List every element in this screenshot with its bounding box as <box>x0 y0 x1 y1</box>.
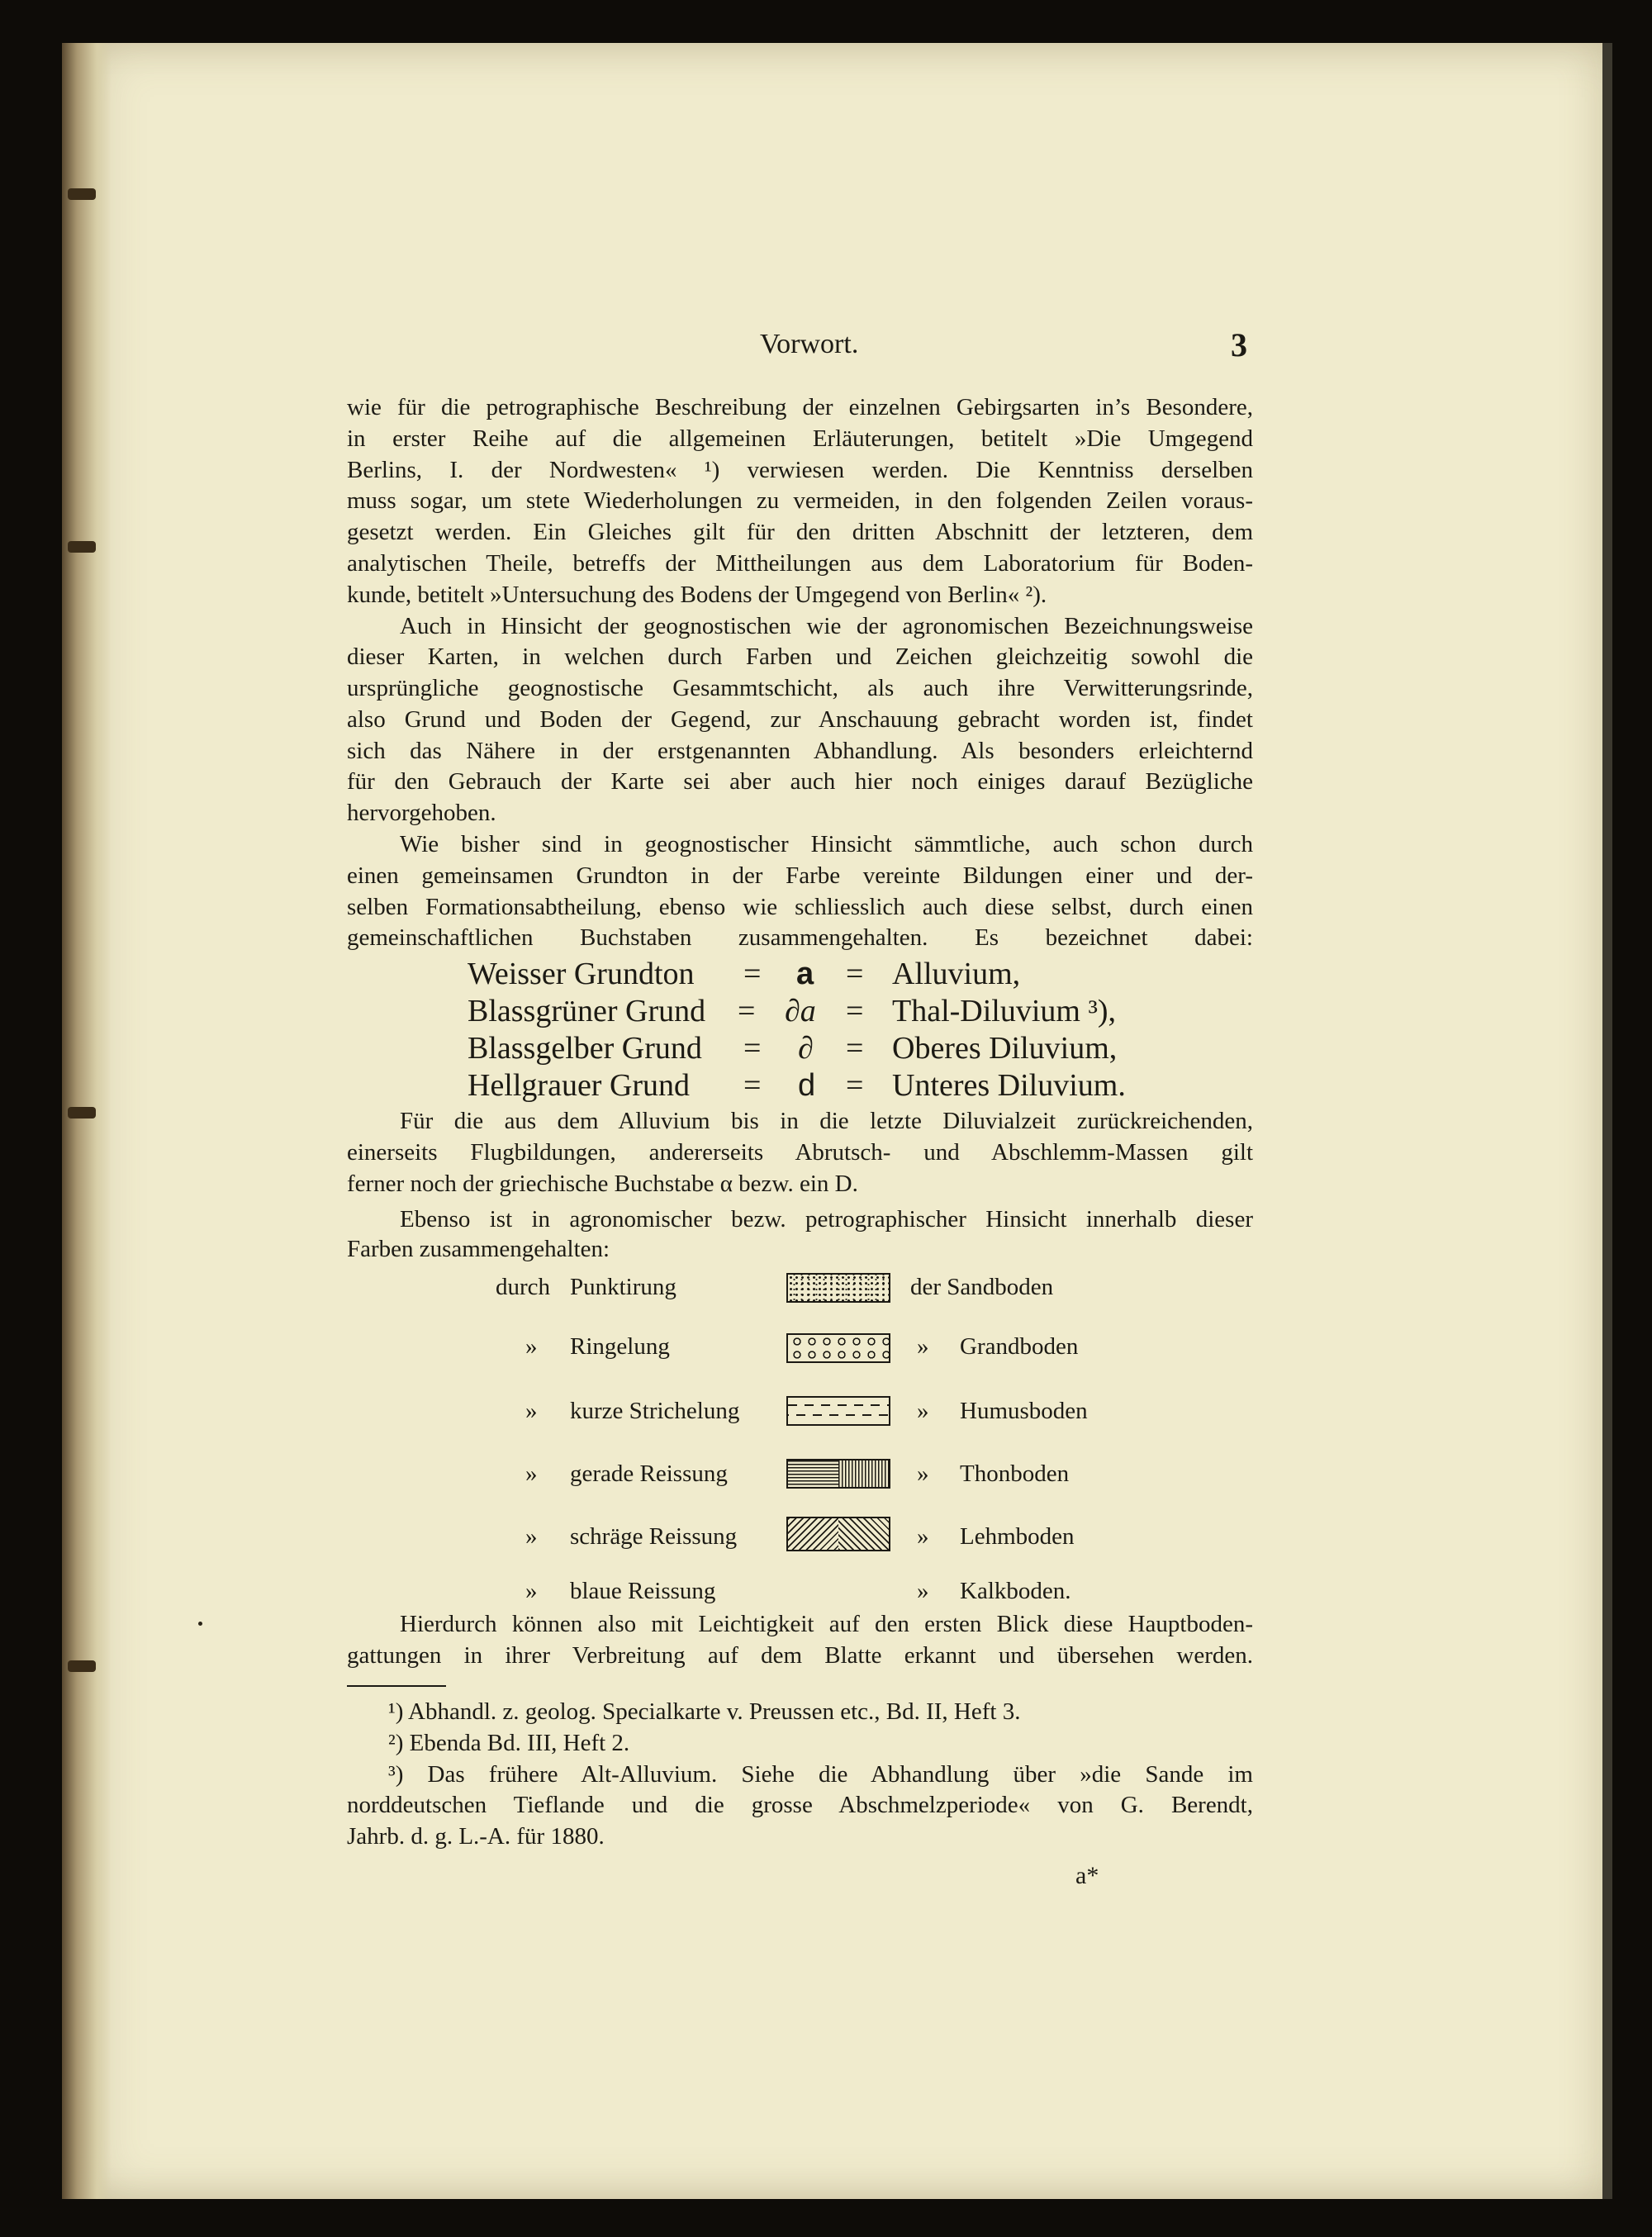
legend-method: gerade Reissung <box>570 1460 728 1487</box>
legend-method: Ringelung <box>570 1333 670 1360</box>
text-line: Ebenso ist in agronomischer bezw. petrographischer Hinsicht innerhalb dieser <box>400 1206 1253 1232</box>
equals-sign: = <box>743 1031 762 1066</box>
footnote: ²) Ebenda Bd. III, Heft 2. <box>388 1730 630 1756</box>
legend-ditto: » <box>917 1578 929 1604</box>
legend-prefix: » <box>525 1398 538 1424</box>
equation-left: Blassgelber Grund <box>468 1031 702 1066</box>
text-line: in erster Reihe auf die allgemeinen Erläuterungen, betitelt »Die Umgegend <box>347 425 1253 452</box>
margin-dot <box>198 1622 202 1626</box>
legend-method: Punktirung <box>570 1274 676 1300</box>
text-line: gesetzt werden. Ein Gleiches gilt für den dritten Abschnitt der letzteren, dem <box>347 519 1253 545</box>
text-line: Auch in Hinsicht der geognostischen wie der agronomischen Bezeichnungsweise <box>400 613 1253 639</box>
legend-prefix: » <box>525 1333 538 1360</box>
equals-sign: = <box>846 994 864 1028</box>
legend-prefix: » <box>525 1578 538 1604</box>
equation-left: Blassgrüner Grund <box>468 994 706 1028</box>
text-line: hervorgehoben. <box>347 800 496 826</box>
legend-method: kurze Strichelung <box>570 1398 740 1424</box>
text-line: kunde, betitelt »Untersuchung des Bodens der Umgegend von Berlin« ²). <box>347 582 1047 608</box>
legend-ditto: » <box>917 1523 929 1550</box>
legend-prefix: durch <box>496 1274 551 1300</box>
equation-symbol: ∂ <box>798 1031 814 1066</box>
equation-right: Thal-Diluvium ³), <box>892 994 1117 1028</box>
text-line: dieser Karten, in welchen durch Farben und Zeichen gleichzeitig sowohl die <box>347 644 1253 670</box>
signature-mark: a* <box>1075 1862 1099 1889</box>
text-line: Für die aus dem Alluvium bis in die letzte Diluvialzeit zurückreichenden, <box>400 1108 1253 1134</box>
gravel-pattern-swatch <box>786 1333 890 1363</box>
text-line: gemeinschaftlichen Buchstaben zusammengehalten. Es bezeichnet dabei: <box>347 924 1253 951</box>
equation-right: Unteres Diluvium. <box>892 1068 1126 1103</box>
legend-method: schräge Reissung <box>570 1523 738 1550</box>
equation-symbol: a <box>796 957 814 991</box>
equals-sign: = <box>738 994 756 1028</box>
text-line: ferner noch der griechische Buchstabe α bezw. ein D. <box>347 1171 858 1197</box>
text-line: sich das Nähere in der erstgenannten Abhandlung. Als besonders erleichternd <box>347 738 1253 764</box>
clay-pattern-swatch <box>786 1459 890 1489</box>
legend-ditto: » <box>917 1460 929 1487</box>
equals-sign: = <box>846 957 864 991</box>
text-line: Hierdurch können also mit Leichtigkeit auf den ersten Blick diese Hauptboden- <box>400 1611 1253 1637</box>
footnote: ³) Das frühere Alt-Alluvium. Siehe die Abhandlung über »die Sande im <box>388 1761 1253 1788</box>
legend-ditto: » <box>917 1333 929 1360</box>
text-line: für den Gebrauch der Karte sei aber auch hier noch einiges darauf Bezügliche <box>347 768 1253 795</box>
text-line: selben Formationsabtheilung, ebenso wie schliesslich auch diese selbst, durch einen <box>347 894 1253 920</box>
text-line: Wie bisher sind in geognostischer Hinsicht sämmtliche, auch schon durch <box>400 831 1253 857</box>
text-line: Farben zusammengehalten: <box>347 1236 610 1262</box>
book-spine <box>62 43 112 2199</box>
equation-symbol: d <box>798 1068 816 1103</box>
equation-right: Oberes Diluvium, <box>892 1031 1118 1066</box>
equals-sign: = <box>846 1068 864 1103</box>
equation-symbol: ∂a <box>785 994 816 1028</box>
binding-stitch <box>68 541 96 553</box>
text-line: einerseits Flugbildungen, andererseits Abrutsch- und Abschlemm-Massen gilt <box>347 1139 1253 1166</box>
text-line: gattungen in ihrer Verbreitung auf dem Blatte erkannt und übersehen werden. <box>347 1642 1253 1669</box>
equation-left: Weisser Grundton <box>468 957 695 991</box>
equals-sign: = <box>743 1068 762 1103</box>
footnote-rule <box>347 1685 446 1687</box>
legend-soil: Lehmboden <box>960 1523 1075 1550</box>
equation-right: Alluvium, <box>892 957 1021 991</box>
running-head: Vorwort. <box>760 329 859 359</box>
legend-method: blaue Reissung <box>570 1578 716 1604</box>
loam-pattern-swatch <box>786 1517 890 1551</box>
footnote-continued: Jahrb. d. g. L.-A. für 1880. <box>347 1823 605 1850</box>
binding-stitch <box>68 188 96 200</box>
text-line: also Grund und Boden der Gegend, zur Anschauung gebracht worden ist, findet <box>347 706 1253 733</box>
footnote: ¹) Abhandl. z. geolog. Specialkarte v. Preussen etc., Bd. II, Heft 3. <box>388 1698 1021 1725</box>
text-line: ursprüngliche geognostische Gesammtschicht, als auch ihre Verwitterungsrinde, <box>347 675 1253 701</box>
legend-prefix: » <box>525 1523 538 1550</box>
legend-prefix: » <box>525 1460 538 1487</box>
text-line: Berlins, I. der Nordwesten« ¹) verwiesen werden. Die Kenntniss derselben <box>347 457 1253 483</box>
legend-ditto: » <box>917 1398 929 1424</box>
legend-soil: Humusboden <box>960 1398 1088 1424</box>
legend-soil: Kalkboden. <box>960 1578 1071 1604</box>
legend-soil: der Sandboden <box>910 1274 1054 1300</box>
text-line: einen gemeinsamen Grundton in der Farbe vereinte Bildungen einer und der- <box>347 862 1253 889</box>
text-line: analytischen Theile, betreffs der Mittheilungen aus dem Laboratorium für Boden- <box>347 550 1253 577</box>
sand-pattern-swatch <box>786 1273 890 1303</box>
page-edge <box>1602 43 1612 2199</box>
legend-soil: Grandboden <box>960 1333 1079 1360</box>
footnote-continued: norddeutschen Tieflande und die grosse Abschmelzperiode« von G. Berendt, <box>347 1792 1253 1818</box>
page-number: 3 <box>1231 326 1247 363</box>
equals-sign: = <box>743 957 762 991</box>
binding-stitch <box>68 1107 96 1118</box>
humus-pattern-swatch <box>786 1396 890 1426</box>
legend-soil: Thonboden <box>960 1460 1070 1487</box>
text-line: wie für die petrographische Beschreibung der einzelnen Gebirgsarten in’s Besondere, <box>347 394 1253 420</box>
binding-stitch <box>68 1660 96 1672</box>
equation-left: Hellgrauer Grund <box>468 1068 691 1103</box>
text-line: muss sogar, um stete Wiederholungen zu vermeiden, in den folgenden Zeilen voraus- <box>347 487 1253 514</box>
equals-sign: = <box>846 1031 864 1066</box>
